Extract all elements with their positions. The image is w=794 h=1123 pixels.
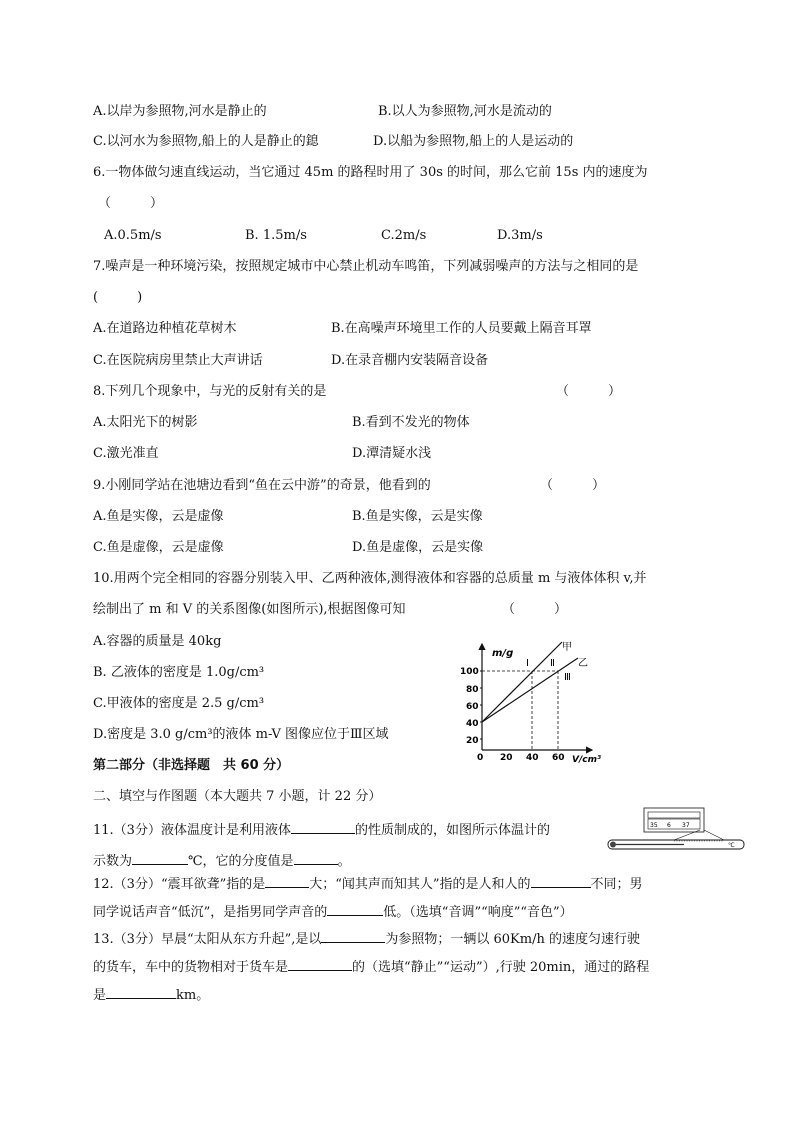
q12-line1 <box>93 875 643 893</box>
thermo-label: 6 <box>667 822 671 829</box>
q7-option-a: A.在道路边种植花草树木 <box>93 321 237 336</box>
q10-option-b: B. 乙液体的密度是 1.0g/cm³ <box>93 665 265 680</box>
q8-paren: （ ） <box>556 384 622 399</box>
mass-volume-graph <box>450 636 610 766</box>
y-tick: 60 <box>466 702 479 712</box>
q13-text: 的货车，车中的货物相对于货车是 <box>93 960 289 975</box>
thermometer-figure <box>604 806 750 854</box>
thermo-unit: ℃ <box>728 842 735 849</box>
part-two-title: 第二部分（非选择题 共 60 分） <box>93 758 290 773</box>
q5-option-b: B.以人为参照物,河水是流动的 <box>378 104 552 119</box>
q7-option-c: C.在医院病房里禁止大声讲话 <box>93 353 263 368</box>
q13-line1 <box>93 930 640 948</box>
line-yi-label: 乙 <box>578 658 588 669</box>
x-tick: 60 <box>552 753 565 763</box>
y-tick: 100 <box>460 667 479 677</box>
q12-text: 大；“闻其声而知其人”指的是人和人的 <box>309 877 531 892</box>
thermo-label: 35 <box>650 822 658 829</box>
answer-blank[interactable] <box>321 930 385 943</box>
q11-line2 <box>93 852 351 870</box>
y-tick: 20 <box>466 736 479 746</box>
q8-option-b: B.看到不发光的物体 <box>352 415 470 430</box>
y-tick: 40 <box>466 719 479 729</box>
q5-option-d: D.以船为参照物,船上的人是运动的 <box>373 134 574 149</box>
q12-text: 同学说话声音“低沉”，是指男同学声音的 <box>93 905 328 920</box>
x-axis-label: V/cm³ <box>572 755 601 765</box>
answer-blank[interactable] <box>265 875 309 888</box>
q7-option-b: B.在高噪声环境里工作的人员要戴上隔音耳罩 <box>331 321 592 336</box>
x-tick: 0 <box>477 753 484 763</box>
q6-option-a: A.0.5m/s <box>104 228 162 243</box>
q13-text: 的（选填“静止”“运动”）,行驶 20min，通过的路程 <box>352 960 650 975</box>
q9-option-d: D.鱼是虚像，云是实像 <box>352 540 484 555</box>
q6-stem: 6.一物体做匀速直线运动，当它通过 45m 的路程时用了 30s 的时间，那么它前 15s 内的速度为 <box>93 165 648 180</box>
q6-paren: （ ） <box>98 196 164 211</box>
answer-blank[interactable] <box>288 958 352 971</box>
q8-option-a: A.太阳光下的树影 <box>93 415 198 430</box>
q12-line2 <box>93 903 573 921</box>
answer-blank[interactable] <box>327 903 383 916</box>
q8-option-c: C.激光准直 <box>93 446 159 461</box>
q8-option-d: D.潭清疑水浅 <box>352 446 432 461</box>
q5-option-c: C.以河水为参照物,船上的人是静止的鎴 <box>93 134 319 149</box>
q10-option-d: D.密度是 3.0 g/cm³的液体 m-V 图像应位于Ⅲ区域 <box>93 727 389 742</box>
q10-option-c: C.甲液体的密度是 2.5 g/cm³ <box>93 696 265 711</box>
line-yi <box>482 658 578 722</box>
y-tick: 80 <box>466 685 479 695</box>
q11-line1 <box>93 821 550 839</box>
answer-blank[interactable] <box>291 821 355 834</box>
q9-stem: 9.小刚同学站在池塘边看到“鱼在云中游”的奇景，他看到的 <box>93 478 431 493</box>
answer-blank[interactable] <box>106 986 176 999</box>
q9-option-b: B.鱼是实像，云是实像 <box>352 509 483 524</box>
q11-text: 示数为 <box>93 854 133 869</box>
q9-option-a: A.鱼是实像，云是虚像 <box>93 509 224 524</box>
y-axis-label: m/g <box>492 648 514 659</box>
q6-option-b: B. 1.5m/s <box>245 228 307 243</box>
q12-text: 低。（选填“音调”“响度”“音色”） <box>383 905 573 920</box>
q9-option-c: C.鱼是虚像，云是虚像 <box>93 540 224 555</box>
q12-text: 12.（3分）“震耳欲聋”指的是 <box>93 877 266 892</box>
q7-paren: ( ) <box>93 290 143 305</box>
answer-blank[interactable] <box>294 852 338 865</box>
q7-option-d: D.在录音棚内安装隔音设备 <box>331 353 489 368</box>
answer-blank[interactable] <box>531 875 591 888</box>
q5-option-a: A.以岸为参照物,河水是静止的 <box>93 104 267 119</box>
line-jia-label: 甲 <box>562 642 572 653</box>
section-two-heading: 二、填空与作图题（本大题共 7 小题，计 22 分） <box>93 789 382 804</box>
q8-stem: 8.下列几个现象中，与光的反射有关的是 <box>93 384 327 399</box>
q10-option-a: A.容器的质量是 40kg <box>93 634 222 649</box>
q10-paren: （ ） <box>502 602 568 617</box>
q6-option-c: C.2m/s <box>381 228 427 243</box>
q13-text: 为参照物；一辆以 60Km/h 的速度匀速行驶 <box>385 932 640 947</box>
q9-paren: （ ） <box>540 478 606 493</box>
thermo-label: 37 <box>682 822 690 829</box>
q11-text: 的性质制成的，如图所示体温计的 <box>354 823 550 838</box>
x-tick: 40 <box>526 753 539 763</box>
q11-text: 。 <box>337 854 351 869</box>
q13-text: 是 <box>93 988 107 1003</box>
q10-stem-line2: 绘制出了 m 和 V 的关系图像(如图所示),根据图像可知 <box>93 602 406 617</box>
region-2-label: Ⅱ <box>550 658 555 669</box>
x-tick: 20 <box>500 753 513 763</box>
region-3-label: Ⅲ <box>564 672 571 683</box>
q13-text: km。 <box>176 988 210 1003</box>
q10-stem-line1: 10.用两个完全相同的容器分别装入甲、乙两种液体,测得液体和容器的总质量 m 与液体体积 v,并 <box>93 571 647 586</box>
q6-option-d: D.3m/s <box>497 228 543 243</box>
q7-stem: 7.噪声是一种环境污染，按照规定城市中心禁止机动车鸣笛，下列减弱噪声的方法与之相同的是 <box>93 259 639 274</box>
q12-text: 不同；男 <box>590 877 643 892</box>
q13-line3 <box>93 986 209 1004</box>
q11-text: 11.（3分）液体温度计是利用液体 <box>93 823 291 838</box>
answer-blank[interactable] <box>132 852 188 865</box>
q13-line2 <box>93 958 649 976</box>
region-1-label: Ⅰ <box>526 658 529 669</box>
q11-text: ℃，它的分度值是 <box>188 854 294 869</box>
q13-text: 13.（3分）早晨“太阳从东方升起”,是以 <box>93 932 322 947</box>
